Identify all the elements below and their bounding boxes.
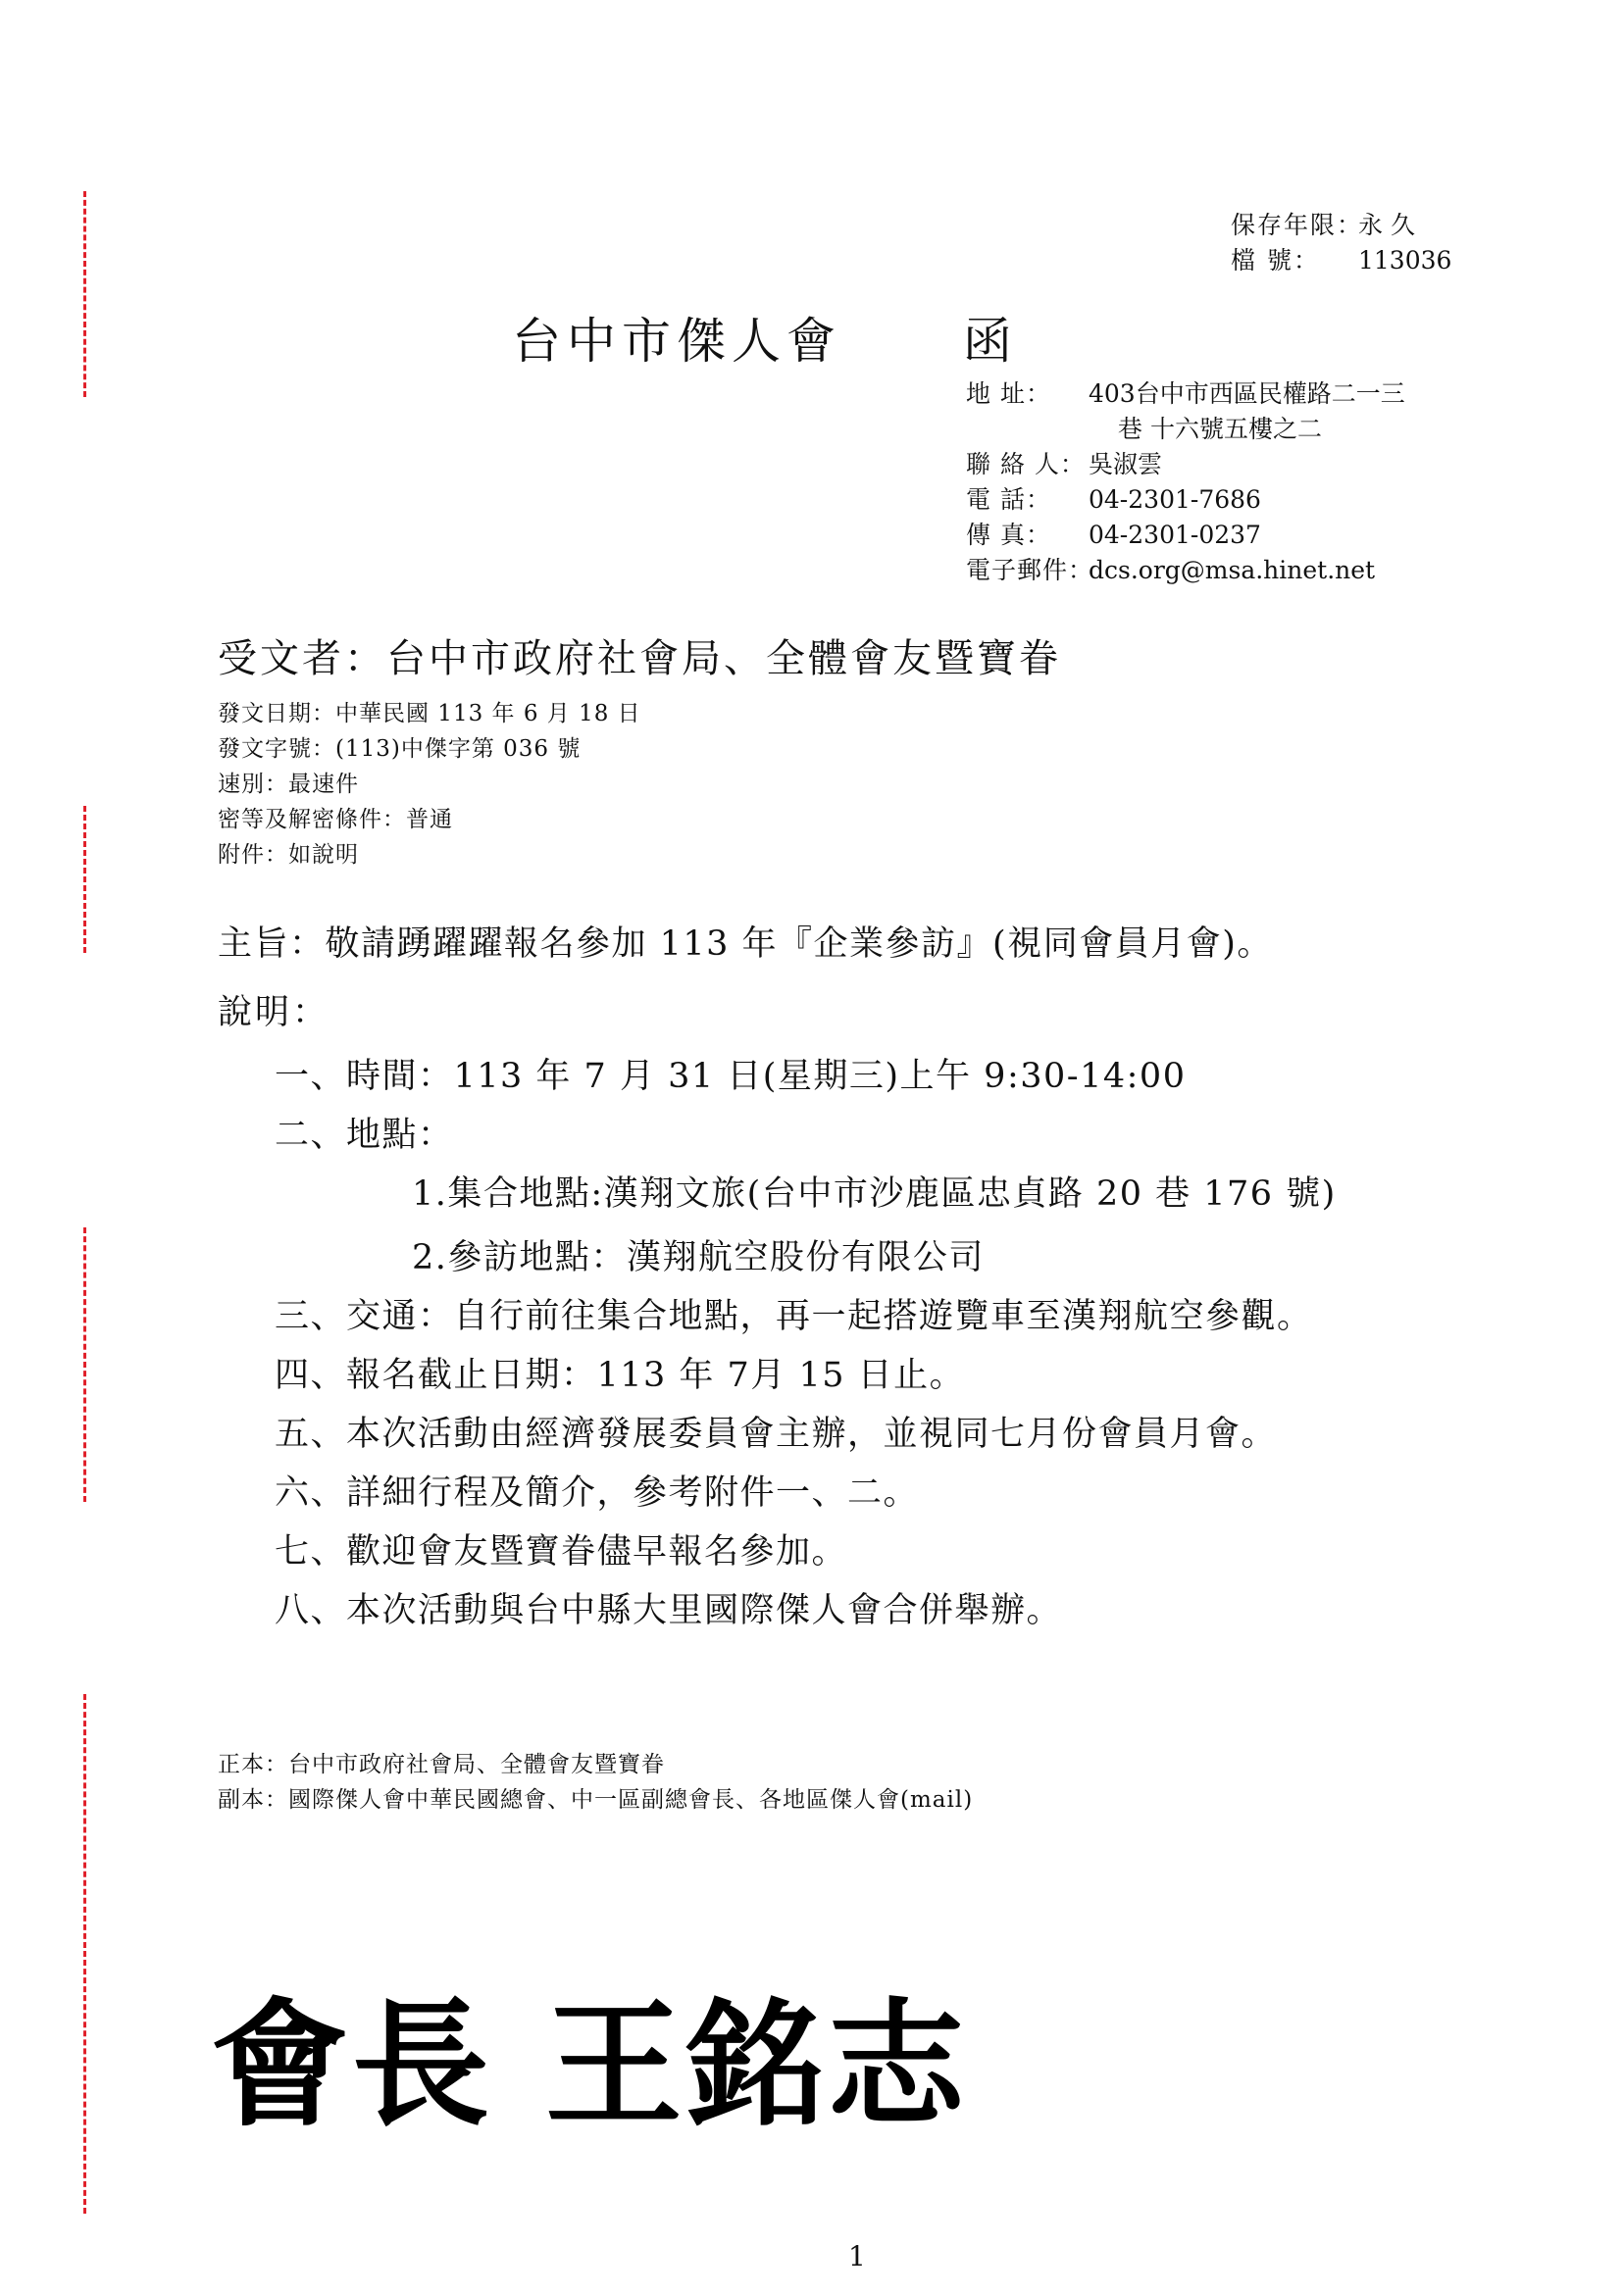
binding-line-segment [83,1694,86,2214]
fax-label: 傳 真： [966,521,1051,549]
page-number: 1 [848,2240,866,2272]
president-signature: 會長 王銘志 [211,1986,969,2146]
contact-label: 聯 絡 人： [966,450,1086,478]
binding-line-segment [83,806,86,953]
binding-line-segment [83,1227,86,1502]
urgency: 速別：最速件 [218,772,359,797]
address-label-cont [966,412,1089,447]
description-item: 一、時間：113 年 7 月 31 日(星期三)上午 9:30-14:00 [275,1057,1187,1096]
recipient: 受文者：台中市政府社會局、全體會友暨寶眷 [218,636,1061,681]
email-value: dcs.org@msa.hinet.net [1089,556,1376,584]
description-item: 四、報名截止日期：113 年 7月 15 日止。 [275,1356,966,1395]
email-label: 電子郵件： [966,556,1094,584]
file-number-value: 113036 [1358,246,1452,275]
retention-period-value: 永 久 [1358,211,1415,239]
dispatch-number: 發文字號：(113)中傑字第 036 號 [218,736,582,762]
document-type: 函 [962,313,1018,370]
address-label: 地 址： [966,379,1051,408]
copies-block [218,1747,973,1818]
phone-label: 電 話： [966,485,1051,514]
document-title [512,302,1018,373]
file-number-label: 檔 號： [1231,246,1320,275]
attachments: 附件：如說明 [218,842,359,868]
location-item: 1.集合地點:漢翔文旅(台中市沙鹿區忠貞路 20 巷 176 號) [412,1174,1337,1214]
dispatch-date: 發文日期：中華民國 113 年 6 月 18 日 [218,701,641,726]
dispatch-meta [218,696,641,873]
phone-value: 04-2301-7686 [1089,485,1261,514]
location-item: 2.參訪地點：漢翔航空股份有限公司 [412,1238,985,1277]
fax-value: 04-2301-0237 [1089,521,1261,549]
description-item: 六、詳細行程及簡介，參考附件一、二。 [275,1473,920,1513]
original-recipients: 正本：台中市政府社會局、全體會友暨寶眷 [218,1752,665,1777]
copy-recipients: 副本：國際傑人會中華民國總會、中一區副總會長、各地區傑人會(mail) [218,1787,974,1813]
binding-line-segment [83,191,86,397]
retention-period-label: 保存年限： [1231,211,1364,239]
description-item: 二、地點： [275,1116,454,1155]
description-item: 三、交通：自行前往集合地點，再一起搭遊覽車至漢翔航空參觀。 [275,1297,1313,1336]
address-value: 403台中市西區民權路二一三 [1089,379,1405,408]
description-item: 八、本次活動與台中縣大里國際傑人會合併舉辦。 [275,1591,1063,1630]
description-item: 五、本次活動由經濟發展委員會主辦，並視同七月份會員月會。 [275,1415,1278,1454]
description-item: 七、歡迎會友暨寶眷儘早報名參加。 [275,1532,848,1572]
org-name: 台中市傑人會 [512,313,841,370]
description-heading: 說明： [218,993,330,1032]
classification: 密等及解密條件：普通 [218,807,453,832]
address-value-cont: 巷 十六號五樓之二 [1118,415,1322,443]
retention-block [1231,208,1451,278]
subject: 主旨：敬請踴躍躍報名參加 113 年『企業參訪』(視同會員月會)。 [218,924,1273,964]
contact-value: 吳淑雲 [1089,450,1163,478]
sender-info [966,376,1405,588]
